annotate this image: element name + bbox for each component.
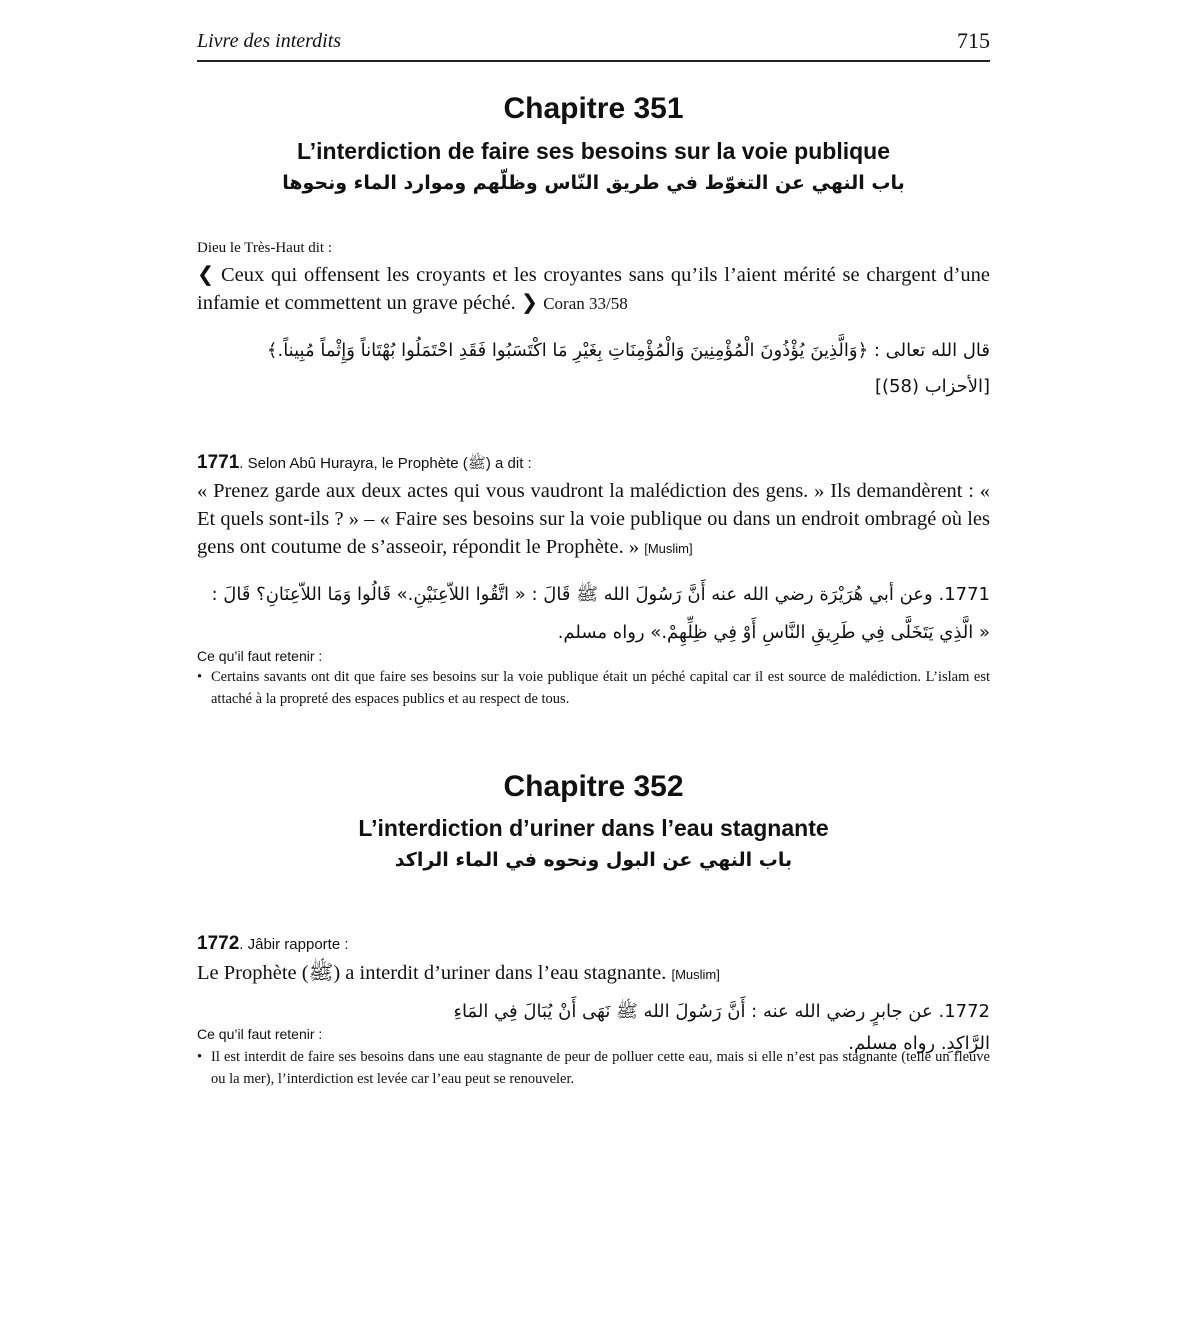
chapter-352-number: Chapitre 352: [503, 770, 684, 803]
verse-arabic-reference: [الأحزاب (58)]: [875, 376, 990, 397]
hadith-1771-intro: . Selon Abû Hurayra, le Prophète (ﷺ) a dit :: [239, 455, 532, 472]
note-352-bullet: [197, 1046, 990, 1090]
chapter-351-number: Chapitre 351: [503, 92, 684, 125]
hadith-1771-source: [Muslim]: [644, 541, 693, 556]
chapter-352-title-arabic: باب النهي عن البول ونحوه في الماء الراكد: [394, 849, 793, 871]
hadith-1772-text-fr: [197, 959, 990, 989]
note-352-label: Ce qu’il faut retenir :: [197, 1026, 323, 1042]
verse-close-bracket: ❯: [520, 292, 539, 314]
note-351-bullet: [197, 666, 990, 710]
verse-open-bracket: ❮: [197, 264, 215, 286]
note-351-label: Ce qu’il faut retenir :: [197, 648, 323, 664]
verse-arabic-text: قال الله تعالى : ﴿وَالَّذِينَ يُؤْذُونَ الْمُؤْمِنِينَ وَالْمُؤْمِنَاتِ بِغَيْرِ مَا اكْتَسَبُوا فَقَدِ احْتَمَلُوا بُهْتَاناً وَإِثْماً مُبِيناً.﴾: [266, 340, 990, 361]
hadith-1772-intro: . Jâbir rapporte :: [239, 936, 349, 953]
running-title: Livre des interdits: [197, 30, 342, 52]
hadith-1771-text-arabic: 1771. وعن أبي هُرَيْرَة رضي الله عنه أَنَّ رَسُولَ الله ﷺ قَالَ : « اتَّقُوا اللاّعِنَيْنِ.» قَالُوا وَمَا اللاّعِنَانِ؟ قَالَ : « الَّذِي يَتَخَلَّى فِي طَرِيقِ النَّاسِ أَوْ فِي ظِلِّهِمْ.» رواه مسلم.: [211, 584, 990, 643]
hadith-1772-heading: [197, 933, 349, 955]
chapter-351-title: L’interdiction de faire ses besoins sur la voie publique: [296, 138, 891, 164]
hadith-1772-source: [Muslim]: [671, 967, 720, 982]
chapter-352-title: L’interdiction d’uriner dans l’eau stagnante: [358, 815, 829, 841]
bullet-icon: •: [197, 1049, 203, 1065]
note-352-text: Il est interdit de faire ses besoins dans une eau stagnante de peur de polluer cette eau, mais si elle n’est pas stagnante (telle un fleuve ou la mer), l’interdiction est levée car l’eau peut se renouveler.: [211, 1049, 990, 1087]
hadith-1771-body: « Prenez garde aux deux actes qui vous vaudront la malédiction des gens. » Ils demandèrent : « Et quels sont-ils ? » – « Faire ses besoins sur la voie publique ou dans un endroit ombragé où les gens ont coutume de s’asseoir, répondit le Prophète. »: [197, 480, 990, 558]
hadith-1772-body: Le Prophète (ﷺ) a interdit d’uriner dans l’eau stagnante.: [197, 962, 667, 984]
verse-text: Ceux qui offensent les croyants et les croyantes sans qu’ils l’aient mérité se chargent d’une infamie et commettent un grave péché.: [197, 264, 990, 314]
hadith-1772-text-arabic: 1772. عن جابرٍ رضي الله عنه : أَنَّ رَسُولَ الله ﷺ نَهَى أَنْ يُبَالَ فِي المَاءِ الرَّاكِدِ. رواه مسلم.: [453, 1001, 990, 1054]
page-number: 715: [957, 28, 990, 53]
quran-verse-fr: [197, 261, 990, 318]
quran-verse-arabic: [197, 333, 990, 405]
hadith-1771-heading: [197, 452, 532, 476]
chapter-351-title-arabic: باب النهي عن التغوّط في طريق النّاس وظلّهم وموارد الماء ونحوها: [282, 172, 905, 194]
hadith-1772-number: 1772: [197, 933, 240, 954]
note-351-text: Certains savants ont dit que faire ses besoins sur la voie publique était un péché capital car il est source de malédiction. L’islam est attaché à la propreté des espaces publics et au respect de tous.: [211, 669, 990, 707]
hadith-1771-number: 1771: [197, 452, 240, 473]
hadith-1771-text-fr: [197, 477, 990, 563]
verse-reference: Coran 33/58: [543, 294, 628, 313]
running-header: [197, 26, 990, 62]
bullet-icon: •: [197, 669, 203, 685]
verse-intro: Dieu le Très-Haut dit :: [197, 240, 332, 256]
